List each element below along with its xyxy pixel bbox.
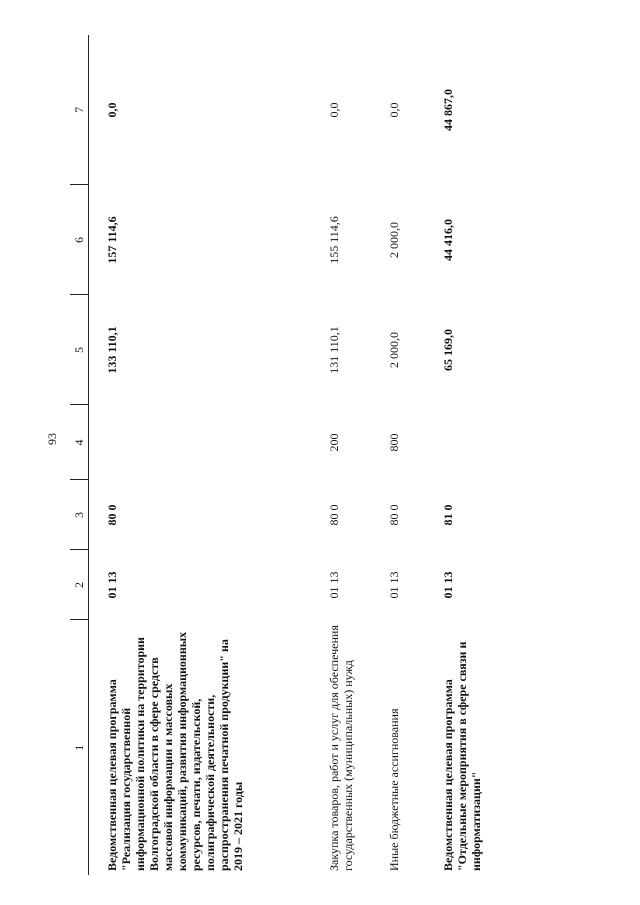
row-description: Ведомственная целевая программа "Отдельные мероприятия в сфере связи и информатизации" — [441, 641, 483, 871]
program-code: 81 0 — [441, 504, 455, 526]
budget-table — [70, 35, 499, 875]
amount-year-1: 131 110,1 — [327, 326, 341, 374]
row-description: Ведомственная целевая программа "Реализация государственной информационной политики на территории Волгоградской области в сфере средств массовой информации и массовых коммуникаций, развития информационных ресурсов, печати, издательской, полиграфической деятельности, распространения печатной продукции" на 2019 – 2021 годы — [105, 631, 245, 871]
table-row — [373, 35, 417, 875]
amount-year-3: 44 867,0 — [441, 89, 455, 131]
program-code: 80 0 — [105, 504, 119, 526]
amount-year-2: 44 416,0 — [441, 219, 455, 261]
row-description: Иные бюджетные ассигнования — [387, 708, 401, 871]
program-code: 80 0 — [327, 504, 341, 526]
section-code: 01 13 — [441, 571, 455, 599]
row-description: Закупка товаров, работ и услуг для обеспечения государственных (муниципальных) нужд — [327, 625, 355, 871]
table-header-row — [70, 35, 89, 875]
table-row — [311, 35, 373, 875]
page-number: 93 — [45, 433, 59, 445]
amount-year-1: 2 000,0 — [387, 332, 401, 368]
section-code: 01 13 — [105, 571, 119, 599]
expense-type-code: 800 — [387, 433, 401, 452]
expense-type-code — [417, 405, 499, 480]
expense-type-code — [89, 405, 312, 480]
amount-year-2: 157 114,6 — [105, 216, 119, 264]
program-code: 80 0 — [387, 504, 401, 526]
amount-year-2: 155 114,6 — [327, 216, 341, 264]
expense-type-code: 200 — [327, 433, 341, 452]
table-row — [89, 35, 312, 875]
budget-table-sheet — [70, 35, 610, 875]
section-code: 01 13 — [327, 571, 341, 599]
amount-year-3: 0,0 — [387, 102, 401, 118]
column-header: 4 — [70, 405, 89, 480]
column-header: 5 — [70, 295, 89, 405]
amount-year-2: 2 000,0 — [387, 222, 401, 258]
column-header: 1 — [70, 620, 89, 875]
amount-year-1: 133 110,1 — [105, 326, 119, 374]
amount-year-3: 0,0 — [105, 102, 119, 118]
amount-year-3: 0,0 — [327, 102, 341, 118]
amount-year-1: 65 169,0 — [441, 329, 455, 371]
column-header: 7 — [70, 35, 89, 185]
column-header: 6 — [70, 185, 89, 295]
column-header: 2 — [70, 550, 89, 620]
table-row — [417, 35, 499, 875]
section-code: 01 13 — [387, 571, 401, 599]
column-header: 3 — [70, 480, 89, 550]
